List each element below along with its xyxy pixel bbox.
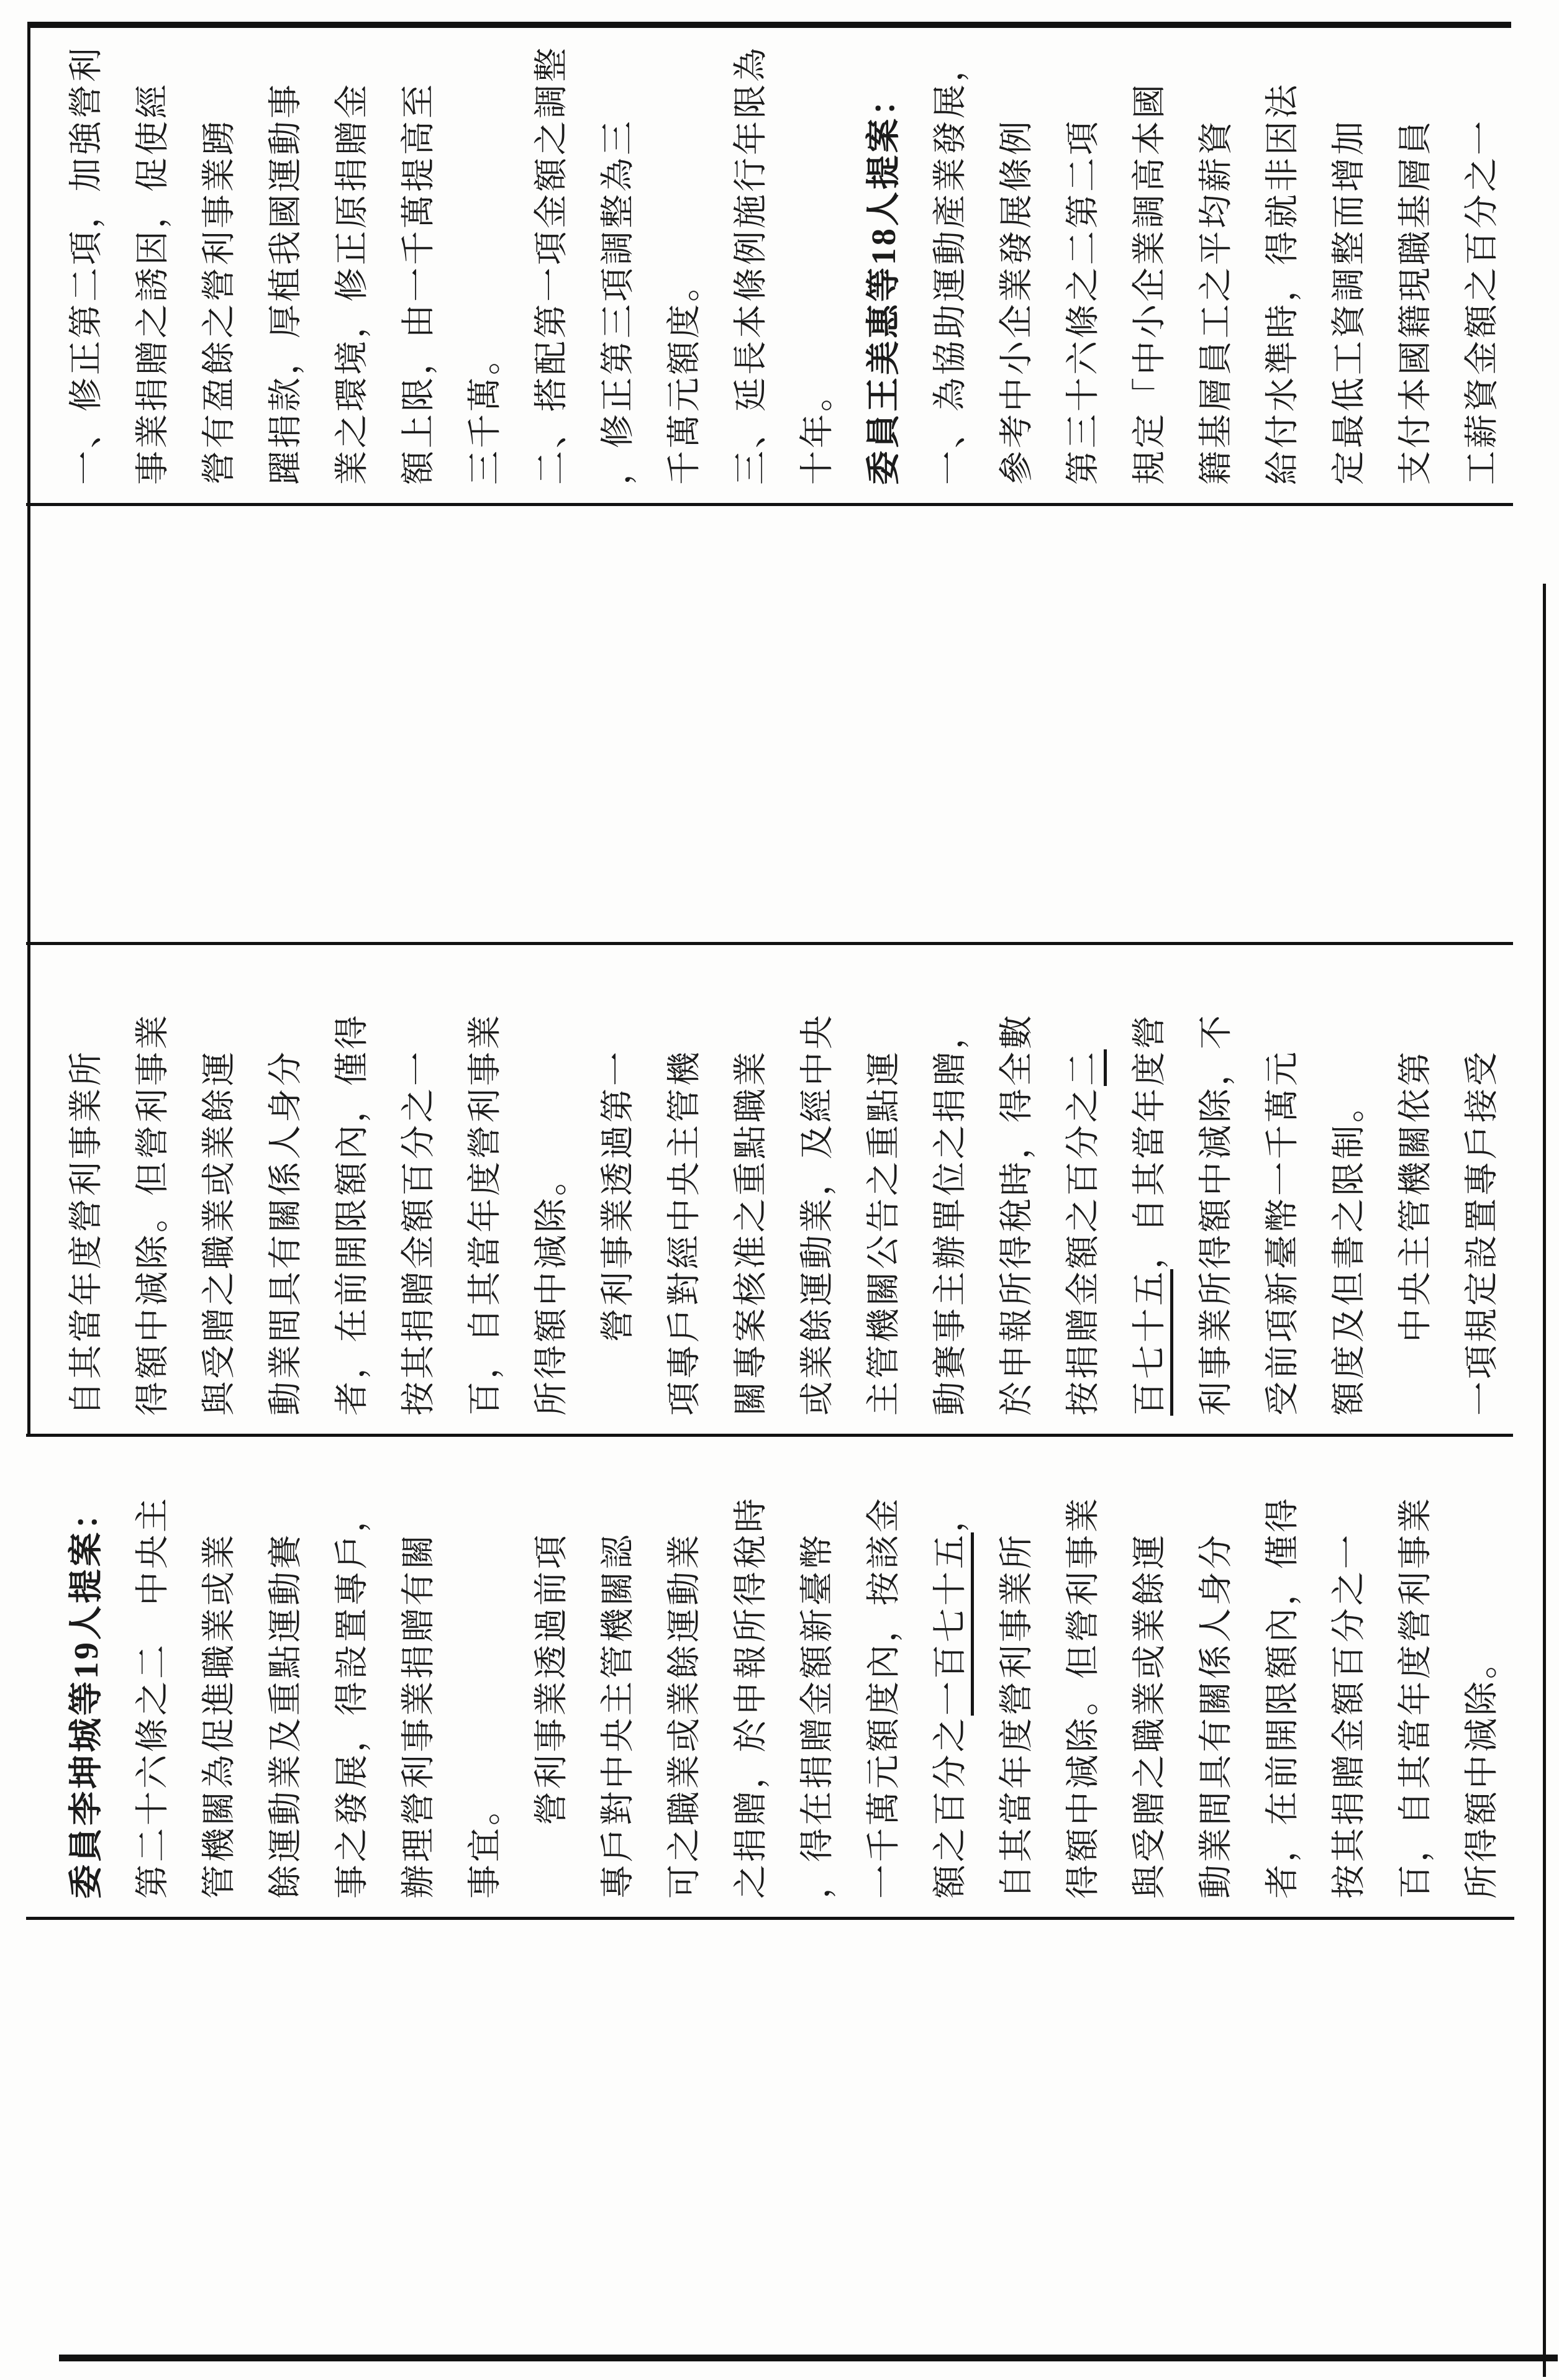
text-line bbox=[401, 1437, 436, 1899]
text-segment: ，自其當年度營 bbox=[1130, 1012, 1168, 1269]
text-segment: 委員李坤城等19人提案： bbox=[67, 1493, 105, 1899]
underlined-amendment-text: 一百七十五 bbox=[931, 1532, 974, 1716]
text-segment: 百，自其當年度營利事業 bbox=[1396, 1495, 1434, 1899]
text-segment: 利事業所得額中減除，不 bbox=[1197, 1012, 1235, 1416]
column-proposal-li-kun-cheng bbox=[0, 1437, 1559, 1920]
table-border-line bbox=[28, 22, 1511, 28]
text-segment: 受前項新臺幣一千萬元 bbox=[1263, 1049, 1301, 1416]
text-line bbox=[999, 945, 1034, 1416]
text-segment: 主管機關公告之重點運 bbox=[865, 1049, 902, 1416]
text-segment: 者，在前開限額內，僅得 bbox=[333, 1012, 371, 1416]
text-segment: 三、延長本條例施行年限為 bbox=[732, 45, 770, 485]
text-line bbox=[600, 945, 635, 1416]
text-line bbox=[866, 28, 901, 485]
text-line bbox=[334, 945, 370, 1416]
text-line bbox=[666, 945, 702, 1416]
text-line bbox=[1065, 1437, 1101, 1899]
text-segment: 第三十六條之二第二項 bbox=[1064, 118, 1102, 485]
text-line bbox=[1331, 1437, 1366, 1899]
text-line bbox=[733, 28, 768, 485]
text-segment: 一、修正第二項，加強營利 bbox=[67, 45, 105, 485]
text-line bbox=[733, 945, 768, 1416]
text-segment: 工薪資金額之百分之一 bbox=[1463, 118, 1501, 485]
text-line bbox=[932, 1437, 968, 1899]
text-line bbox=[600, 28, 635, 485]
text-line bbox=[534, 945, 569, 1416]
text-segment: 關專案核准之重點職業 bbox=[732, 1049, 770, 1416]
text-line bbox=[1464, 945, 1499, 1416]
text-segment: 自其當年度營利事業所 bbox=[998, 1532, 1035, 1899]
text-segment: 千萬元額度。 bbox=[665, 265, 703, 485]
text-segment: ，修正第三項調整為三 bbox=[599, 118, 637, 485]
text-segment: 按其捐贈金額百分之一 bbox=[399, 1049, 437, 1416]
text-line bbox=[866, 1437, 901, 1899]
text-segment: 中央主管機關依第 bbox=[1396, 1049, 1434, 1416]
text-segment: 營有盈餘之營利事業踴 bbox=[200, 118, 238, 485]
text-line bbox=[135, 945, 170, 1416]
text-segment: 額之百分之 bbox=[931, 1715, 969, 1899]
column-explanation-notes bbox=[0, 28, 1559, 506]
text-segment: 管機關為促進職業或業 bbox=[200, 1532, 238, 1899]
text-line bbox=[401, 945, 436, 1416]
text-line bbox=[268, 945, 303, 1416]
text-line bbox=[334, 1437, 370, 1899]
text-segment: 給付水準時，得就非因法 bbox=[1263, 81, 1301, 485]
text-line bbox=[1265, 28, 1300, 485]
text-segment: 與受贈之職業或業餘運 bbox=[1130, 1532, 1168, 1899]
text-line bbox=[534, 28, 569, 485]
text-line bbox=[467, 28, 502, 485]
text-line bbox=[135, 28, 170, 485]
text-segment: 於申報所得稅時，得全數 bbox=[998, 1012, 1035, 1416]
text-segment: 得額中減除。但營利事業 bbox=[1064, 1495, 1102, 1899]
text-line bbox=[467, 945, 502, 1416]
text-segment: 所得額中減除。 bbox=[532, 1159, 570, 1416]
text-segment: 二、搭配第一項金額之調整 bbox=[532, 45, 570, 485]
text-line bbox=[201, 945, 237, 1416]
text-line bbox=[68, 1437, 104, 1899]
text-line bbox=[799, 945, 835, 1416]
text-line bbox=[799, 1437, 835, 1899]
text-segment: 者，在前開限額內，僅得 bbox=[1263, 1495, 1301, 1899]
text-line bbox=[467, 1437, 502, 1899]
text-segment: 第二十六條之二 中央主 bbox=[134, 1495, 171, 1899]
text-segment: 或業餘運動業，及經中央 bbox=[798, 1012, 836, 1416]
text-segment: 專戶對中央主管機關認 bbox=[599, 1532, 637, 1899]
text-line bbox=[534, 1437, 569, 1899]
text-segment: 可之職業或業餘運動業 bbox=[665, 1532, 703, 1899]
text-segment: 躍捐款，厚植我國運動事 bbox=[266, 81, 304, 485]
text-line bbox=[268, 28, 303, 485]
text-segment: 額度及但書之限制。 bbox=[1330, 1085, 1368, 1416]
text-line bbox=[1265, 1437, 1300, 1899]
text-segment: 與受贈之職業或業餘運 bbox=[200, 1049, 238, 1416]
text-segment: 百，自其當年度營利事業 bbox=[466, 1012, 504, 1416]
text-line bbox=[932, 28, 968, 485]
text-line bbox=[600, 1437, 635, 1899]
text-line bbox=[1398, 28, 1433, 485]
text-segment: 辦理營利事業捐贈有關 bbox=[399, 1532, 437, 1899]
text-line bbox=[1265, 945, 1300, 1416]
text-segment: 事宜。 bbox=[466, 1788, 504, 1899]
text-line bbox=[1065, 28, 1101, 485]
text-line bbox=[1464, 28, 1499, 485]
text-segment: 一、為協助運動產業發展， bbox=[931, 45, 969, 485]
text-segment: 餘運動業及重點運動賽 bbox=[266, 1532, 304, 1899]
text-line bbox=[1398, 945, 1433, 1416]
text-line bbox=[68, 28, 104, 485]
text-line bbox=[666, 1437, 702, 1899]
column-empty-cell bbox=[0, 506, 1559, 945]
text-line bbox=[1198, 1437, 1234, 1899]
text-segment: 參考中小企業發展條例 bbox=[998, 118, 1035, 485]
text-segment: 十年。 bbox=[798, 374, 836, 485]
text-segment: 動業間具有關係人身分 bbox=[266, 1049, 304, 1416]
text-segment: 營利事業透過第一 bbox=[599, 1049, 637, 1416]
text-segment: 業之環境，修正原捐贈金 bbox=[333, 81, 371, 485]
text-segment: 一項規定設置專戶接受 bbox=[1463, 1049, 1501, 1416]
text-line bbox=[799, 28, 835, 485]
text-segment: 事之發展，得設置專戶， bbox=[333, 1495, 371, 1899]
text-segment: 一千萬元額度內，按該金 bbox=[865, 1495, 902, 1899]
column-empty-cell bbox=[0, 1920, 1559, 2361]
text-line bbox=[999, 1437, 1034, 1899]
text-segment: 動賽事主辦單位之捐贈， bbox=[931, 1012, 969, 1416]
text-line bbox=[1132, 28, 1167, 485]
text-line bbox=[1132, 945, 1167, 1416]
underlined-amendment-text: 百七十五 bbox=[1130, 1269, 1173, 1416]
text-segment: 三千萬。 bbox=[466, 338, 504, 485]
text-segment: 支付本國籍現職基層員 bbox=[1396, 118, 1434, 485]
text-line bbox=[401, 28, 436, 485]
text-line bbox=[866, 945, 901, 1416]
text-segment: 籍基層員工之平均薪資 bbox=[1197, 118, 1235, 485]
column-current-article-continuation bbox=[0, 945, 1559, 1437]
text-line bbox=[932, 945, 968, 1416]
text-segment: 按捐贈金額之百分之 bbox=[1064, 1085, 1102, 1416]
text-segment: 事業捐贈之誘因，促使經 bbox=[134, 81, 171, 485]
text-line bbox=[1464, 1437, 1499, 1899]
underlined-amendment-text: 二 bbox=[1064, 1049, 1107, 1086]
text-line bbox=[1331, 945, 1366, 1416]
text-line bbox=[1398, 1437, 1433, 1899]
text-segment: 營利事業透過前項 bbox=[532, 1532, 570, 1899]
text-line bbox=[201, 28, 237, 485]
text-segment: 按其捐贈金額百分之一 bbox=[1330, 1532, 1368, 1899]
text-line bbox=[1331, 28, 1366, 485]
text-line bbox=[135, 1437, 170, 1899]
text-segment: ， bbox=[931, 1495, 969, 1532]
text-line bbox=[334, 28, 370, 485]
text-line bbox=[733, 1437, 768, 1899]
text-segment: 所得額中減除。 bbox=[1463, 1642, 1501, 1899]
text-line bbox=[1198, 28, 1234, 485]
text-line bbox=[666, 28, 702, 485]
text-line bbox=[68, 945, 104, 1416]
text-segment: 自其當年度營利事業所 bbox=[67, 1049, 105, 1416]
text-line bbox=[201, 1437, 237, 1899]
text-segment: 委員王美惠等18人提案： bbox=[865, 79, 902, 485]
text-segment: 之捐贈，於申報所得稅時 bbox=[732, 1495, 770, 1899]
text-line bbox=[1065, 945, 1101, 1416]
text-line bbox=[1132, 1437, 1167, 1899]
text-segment: ，得在捐贈金額新臺幣 bbox=[798, 1532, 836, 1899]
text-segment: 規定「中小企業調高本國 bbox=[1130, 81, 1168, 485]
text-line bbox=[268, 1437, 303, 1899]
text-segment: 額上限，由一千萬提高至 bbox=[399, 81, 437, 485]
text-segment: 得額中減除。但營利事業 bbox=[134, 1012, 171, 1416]
text-line bbox=[1198, 945, 1234, 1416]
text-segment: 定最低工資調整而增加 bbox=[1330, 118, 1368, 485]
text-line bbox=[999, 28, 1034, 485]
text-segment: 項專戶對經中央主管機 bbox=[665, 1049, 703, 1416]
text-segment: 動業間具有關係人身分 bbox=[1197, 1532, 1235, 1899]
